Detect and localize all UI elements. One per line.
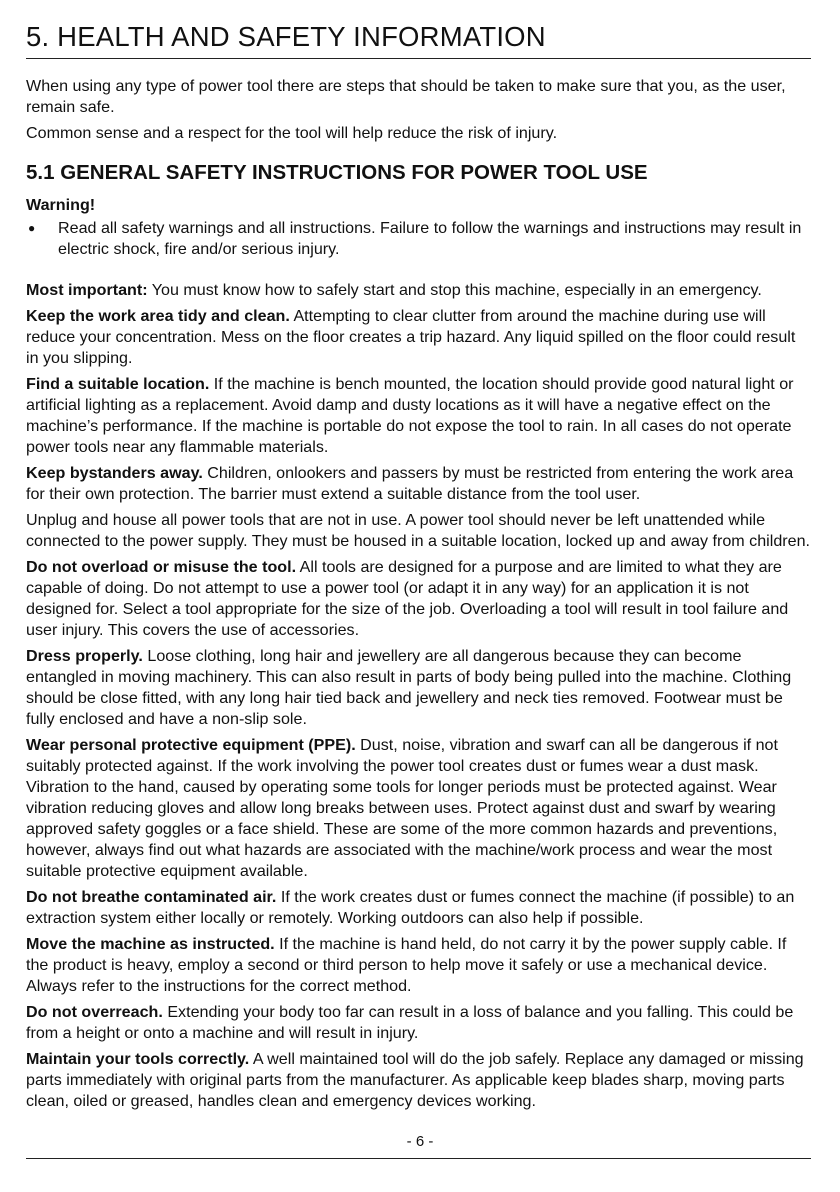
paragraph-heading: Keep bystanders away. <box>26 464 203 482</box>
page-number: - 6 - <box>406 1133 434 1150</box>
paragraph-text: Extending your body too far can result in a loss of balance and you falling. This could be from a height or onto a machine and will result in injury. <box>26 1003 794 1042</box>
paragraph-text: Loose clothing, long hair and jewellery are all dangerous because they can become entangled in moving machinery. This can also result in parts of body being pulled into the machine. Clothing should be close fitted, with any long hair tied back and jewellery and neck ties removed. Footwear must be fully enclosed and have a non-slip sole. <box>26 647 792 728</box>
safety-paragraph <box>26 887 811 929</box>
title-divider <box>26 58 811 59</box>
document-page <box>26 14 811 1117</box>
safety-paragraph <box>26 735 811 882</box>
safety-paragraph <box>26 374 811 458</box>
paragraph-heading: Do not breathe contaminated air. <box>26 888 277 906</box>
paragraph-heading: Wear personal protective equipment (PPE). <box>26 736 356 754</box>
paragraph-text: Dust, noise, vibration and swarf can all be dangerous if not suitably protected against. If the work involving the power tool creates dust or fumes wear a dust mask. Vibration to the hand, caused by operating some tools for longer periods must be protected against. Wear vibration reducing gloves and allow long breaks between uses. Protect against dust and swarf by wearing approved safety goggles or a face shield. These are some of the more common hazards and preventions, however, always find out what hazards are associated with the machine/work process and wear the most suitable protective equipment available. <box>26 736 778 880</box>
paragraph-heading: Move the machine as instructed. <box>26 935 275 953</box>
safety-paragraph <box>26 646 811 730</box>
paragraph-text: Children, onlookers and passers by must be restricted from entering the work area for their own protection. The barrier must extend a suitable distance from the tool user. <box>26 464 794 503</box>
page-title: 5. HEALTH AND SAFETY INFORMATION <box>26 21 546 52</box>
safety-paragraph <box>26 510 811 552</box>
safety-paragraph <box>26 1002 811 1044</box>
paragraph-text: If the machine is hand held, do not carry it by the power supply cable. If the product is heavy, employ a second or third person to help move it safely or use a mechanical device. Always refer to the instructions for the correct method. <box>26 935 787 995</box>
safety-paragraph <box>26 1049 811 1112</box>
paragraph-heading: Most important: <box>26 281 148 299</box>
footer-divider <box>26 1158 811 1159</box>
paragraph-text: If the machine is bench mounted, the location should provide good natural light or artificial lighting as a replacement. Avoid damp and dusty locations as it will have a negative effect on the machine’s performance. If the machine is portable do not expose the tool to rain. In all cases do not operate power tools near any flammable materials. <box>26 375 794 456</box>
intro-paragraph-2: Common sense and a respect for the tool will help reduce the risk of injury. <box>26 124 558 142</box>
paragraph-text: If the work creates dust or fumes connect the machine (if possible) to an extraction system either locally or remotely. Working outdoors can also help if possible. <box>26 888 795 927</box>
warning-bullet-text: Read all safety warnings and all instructions. Failure to follow the warnings and instructions may result in electric shock, fire and/or serious injury. <box>58 219 802 258</box>
section-title: 5.1 GENERAL SAFETY INSTRUCTIONS FOR POWER TOOL USE <box>26 161 648 184</box>
paragraph-heading: Keep the work area tidy and clean. <box>26 307 290 325</box>
intro-paragraph-1: When using any type of power tool there are steps that should be taken to make sure that you, as the user, remain safe. <box>26 77 786 116</box>
safety-paragraph <box>26 280 811 301</box>
paragraph-heading: Do not overload or misuse the tool. <box>26 558 297 576</box>
bullet-dot-icon: ● <box>28 221 36 235</box>
safety-paragraphs <box>26 280 811 1112</box>
safety-paragraph <box>26 934 811 997</box>
paragraph-heading: Find a suitable location. <box>26 375 210 393</box>
paragraph-text: Unplug and house all power tools that are not in use. A power tool should never be left unattended while connected to the power supply. They must be housed in a suitable location, locked up and away from children. <box>26 511 810 550</box>
paragraph-text: A well maintained tool will do the job safely. Replace any damaged or missing parts immediately with original parts from the manufacturer. As applicable keep blades sharp, moving parts clean, oiled or greased, handles clean and emergency devices working. <box>26 1050 804 1110</box>
paragraph-heading: Dress properly. <box>26 647 143 665</box>
paragraph-text: Attempting to clear clutter from around the machine during use will reduce your concentration. Mess on the floor creates a trip hazard. Any liquid spilled on the floor could result in you slipping. <box>26 307 796 367</box>
safety-paragraph <box>26 463 811 505</box>
warning-bullet <box>26 218 811 260</box>
intro-section <box>26 76 811 144</box>
paragraph-heading: Do not overreach. <box>26 1003 163 1021</box>
warning-heading: Warning! <box>26 196 96 214</box>
paragraph-text: You must know how to safely start and stop this machine, especially in an emergency. <box>147 281 762 299</box>
paragraph-text: All tools are designed for a purpose and are limited to what they are capable of doing. Do not attempt to use a power tool (or adapt it in any way) for an application it is not designed for. Select a tool appropriate for the size of the job. Overloading a tool will result in tool failure and user injury. This covers the use of accessories. <box>26 558 789 639</box>
safety-paragraph <box>26 306 811 369</box>
paragraph-heading: Maintain your tools correctly. <box>26 1050 250 1068</box>
safety-paragraph <box>26 557 811 641</box>
